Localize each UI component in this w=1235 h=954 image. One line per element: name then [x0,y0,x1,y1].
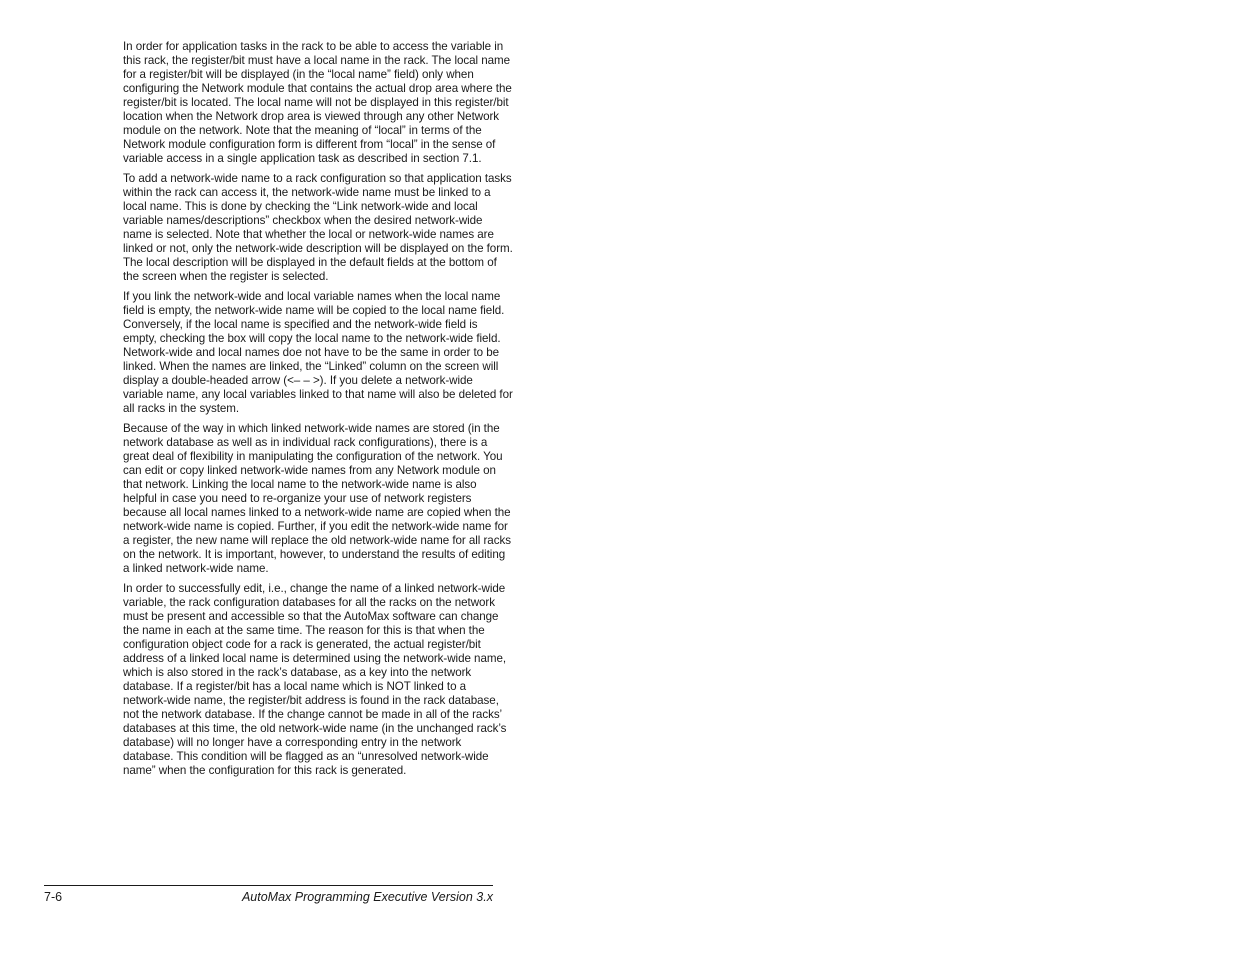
running-footer-title: AutoMax Programming Executive Version 3.x [241,890,493,904]
footer-rule [44,885,493,886]
body-text [123,40,513,784]
paragraph: In order to successfully edit, i.e., change the name of a linked network-wide variable, the rack configuration databases for all the racks on the network must be present and accessible so that the AutoMax software can change the name in each at the same time. The reason for this is that when the configuration object code for a rack is generated, the actual register/bit address of a linked local name is determined using the network-wide name, which is also stored in the rack’s database, as a key into the network database. If a register/bit has a local name which is NOT linked to a network-wide name, the register/bit address is found in the rack database, not the network database. If the change cannot be made in all of the racks’ databases at this time, the old network-wide name (in the unchanged rack’s database) will no longer have a corresponding entry in the network database. This condition will be flagged as an “unresolved network-wide name” when the configuration for this rack is generated. [123,582,507,777]
paragraph: Because of the way in which linked network-wide names are stored (in the network database as well as in individual rack configurations), there is a great deal of flexibility in manipulating the configuration of the network. You can edit or copy linked network-wide names from any Network module on that network. Linking the local name to the network-wide name is also helpful in case you need to re-organize your use of network registers because all local names linked to a network-wide name are copied when the network-wide name is copied. Further, if you edit the network-wide name for a register, the new name will replace the old network-wide name for all racks on the network. It is important, however, to understand the results of editing a linked network-wide name. [123,422,511,575]
paragraph: If you link the network-wide and local variable names when the local name field is empty, the network-wide name will be copied to the local name field. Conversely, if the local name is specified and the network-wide field is empty, checking the box will copy the local name to the network-wide field. Network-wide and local names doe not have to be the same in order to be linked. When the names are linked, the “Linked” column on the screen will display a double-headed arrow (<– – >). If you delete a network-wide variable name, any local variables linked to that name will also be deleted for all racks in the system. [123,290,513,415]
page-number: 7-6 [44,890,63,904]
paragraph: In order for application tasks in the rack to be able to access the variable in this rack, the register/bit must have a local name in the rack. The local name for a register/bit will be displayed (in the “local name” field) only when configuring the Network module that contains the actual drop area where the register/bit is located. The local name will not be displayed in this register/bit location when the Network drop area is viewed through any other Network module on the network. Note that the meaning of “local” in terms of the Network module configuration form is different from “local” in the sense of variable access in a single application task as described in section 7.1. [123,40,512,165]
paragraph: To add a network-wide name to a rack configuration so that application tasks within the rack can access it, the network-wide name must be linked to a local name. This is done by checking the “Link network-wide and local variable names/descriptions” checkbox when the desired network-wide name is selected. Note that whether the local or network-wide names are linked or not, only the network-wide description will be displayed on the form. The local description will be displayed in the default fields at the bottom of the screen when the register is selected. [123,172,513,283]
